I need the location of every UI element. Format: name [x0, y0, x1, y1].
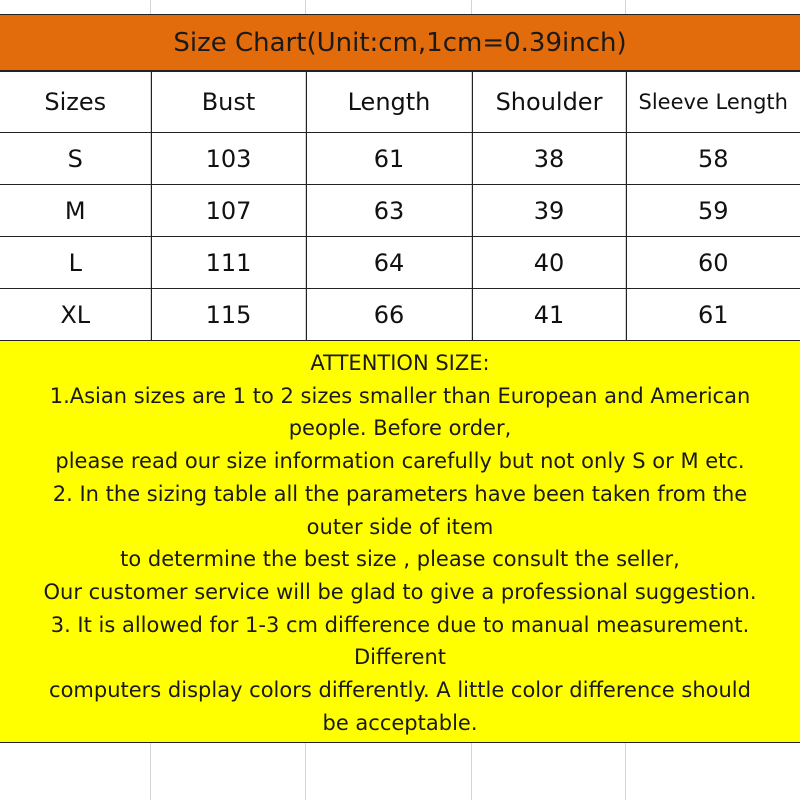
- table-cell: 61: [626, 289, 800, 341]
- notice-line: people. Before order,: [288, 416, 512, 441]
- table-cell: 41: [472, 289, 626, 341]
- table-cell: 60: [626, 237, 800, 289]
- table-cell: L: [0, 237, 151, 289]
- size-table: [0, 71, 800, 341]
- notice-line: Different: [353, 645, 447, 670]
- notice-line: 2. In the sizing table all the parameters have been taken from the: [52, 481, 748, 506]
- attention-notice: [0, 340, 800, 743]
- table-cell: 61: [306, 133, 472, 185]
- table-cell: S: [0, 133, 151, 185]
- table-row: [0, 133, 800, 185]
- header-bust: Bust: [151, 72, 306, 133]
- notice-line: please read our size information carefully but not only S or M etc.: [55, 449, 745, 474]
- header-shoulder: Shoulder: [472, 72, 626, 133]
- table-cell: 40: [472, 237, 626, 289]
- header-sizes: Sizes: [0, 72, 151, 133]
- table-cell: 115: [151, 289, 306, 341]
- table-cell: 39: [472, 185, 626, 237]
- table-cell: 59: [626, 185, 800, 237]
- table-cell: 66: [306, 289, 472, 341]
- table-cell: 63: [306, 185, 472, 237]
- table-cell: 64: [306, 237, 472, 289]
- header-sleeve-length: Sleeve Length: [626, 72, 800, 133]
- notice-line: computers display colors differently. A little color difference should: [49, 678, 751, 703]
- table-header-row: [0, 72, 800, 133]
- table-cell: 58: [626, 133, 800, 185]
- notice-line: 3. It is allowed for 1-3 cm difference due to manual measurement.: [50, 612, 750, 637]
- table-row: [0, 185, 800, 237]
- table-cell: 38: [472, 133, 626, 185]
- table-cell: 111: [151, 237, 306, 289]
- notice-heading: ATTENTION SIZE:: [310, 351, 490, 375]
- notice-line: Our customer service will be glad to give a professional suggestion.: [43, 579, 757, 604]
- size-chart-title: Size Chart(Unit:cm,1cm=0.39inch): [0, 14, 800, 71]
- table-cell: XL: [0, 289, 151, 341]
- notice-line: outer side of item: [306, 514, 494, 539]
- table-cell: 103: [151, 133, 306, 185]
- notice-line: to determine the best size , please consult the seller,: [120, 547, 680, 572]
- table-cell: 107: [151, 185, 306, 237]
- notice-line: be acceptable.: [322, 710, 478, 735]
- header-length: Length: [306, 72, 472, 133]
- table-row: [0, 289, 800, 341]
- table-row: [0, 237, 800, 289]
- notice-line: 1.Asian sizes are 1 to 2 sizes smaller than European and American: [49, 383, 751, 408]
- table-cell: M: [0, 185, 151, 237]
